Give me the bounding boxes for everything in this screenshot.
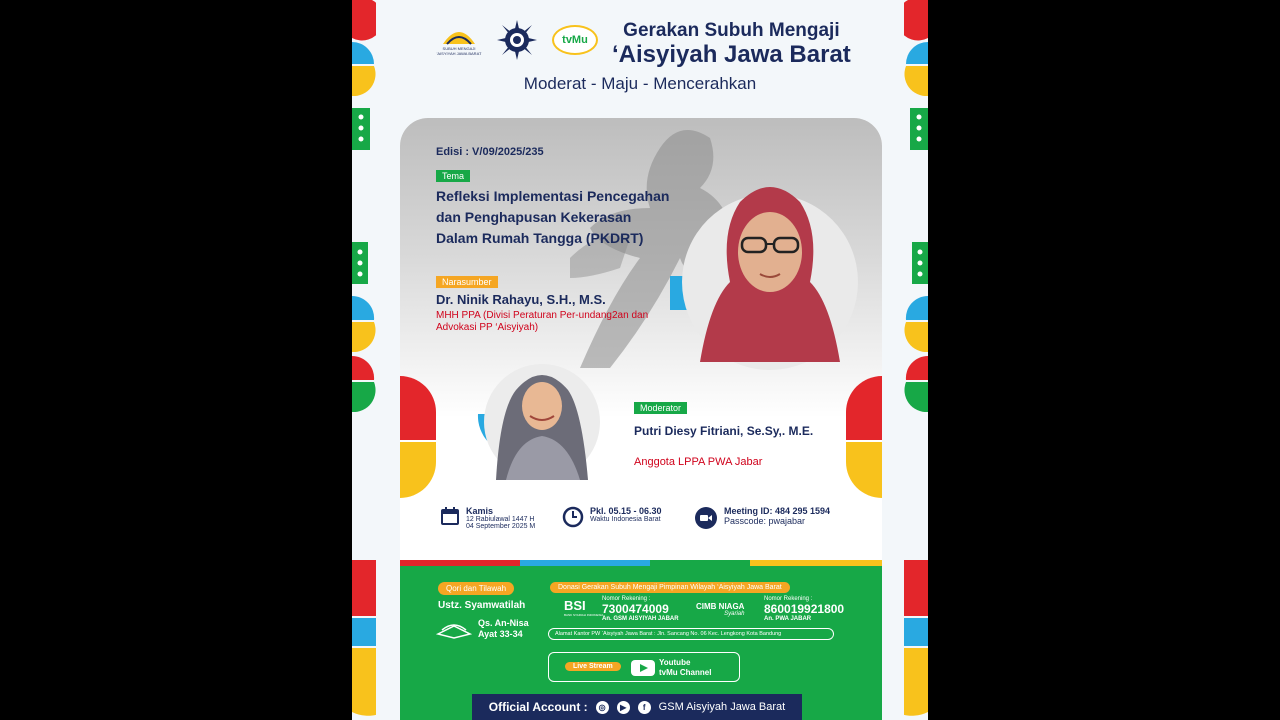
header-logos — [436, 18, 598, 62]
instagram-icon[interactable]: ◎ — [596, 701, 609, 714]
speaker-photo — [670, 162, 860, 372]
qori-name: Ustz. Syamwatilah — [438, 600, 526, 611]
meeting-id: Meeting ID: 484 295 1594 — [724, 506, 831, 516]
calendar-icon — [440, 506, 460, 526]
right-decoration — [904, 0, 928, 720]
quran-icon — [436, 620, 472, 640]
card-left-decoration — [400, 376, 436, 498]
youtube-channel: Youtube tvMu Channel — [659, 658, 712, 677]
bank1-account: Nomor Rekening : 7300474009 An. GSM AISYIYAH JABAR — [602, 596, 679, 622]
official-account-bar — [472, 694, 802, 720]
clock-icon — [562, 506, 584, 528]
live-stream-pill: Live Stream — [565, 662, 621, 671]
narasumber-pill: Narasumber — [436, 276, 498, 288]
qori-pill: Qori dan Tilawah — [438, 582, 514, 595]
facebook-icon[interactable]: f — [638, 701, 651, 714]
youtube-small-icon[interactable]: ▶ — [617, 701, 630, 714]
bsi-logo: BSI BANK SYARIAH INDONESIA — [564, 598, 604, 617]
sunrise-icon — [439, 24, 479, 46]
topic-title: Refleksi Implementasi Pencegahan dan Penghapusan Kekerasan Dalam Rumah Tangga (PKDRT) — [436, 188, 670, 246]
edisi-label: Edisi : V/09/2025/235 — [436, 146, 544, 158]
title-line2: ‘Aisyiyah Jawa Barat — [612, 41, 851, 68]
official-account-name: GSM Aisyiyah Jawa Barat — [658, 701, 786, 713]
moderator-role: Anggota LPPA PWA Jabar — [634, 456, 763, 468]
youtube-icon — [631, 660, 655, 676]
tagline: Moderat - Maju - Mencerahkan — [523, 74, 757, 93]
official-label: Official Account : — [488, 700, 588, 714]
surah-text: Qs. An-Nisa Ayat 33-34 — [478, 618, 529, 639]
event-poster — [352, 0, 928, 720]
card-right-decoration — [846, 376, 882, 498]
tvmu-logo: tvMu — [552, 25, 598, 55]
cimb-logo: CIMB NIAGA Syariah — [696, 602, 745, 617]
day-text: Kamis — [466, 506, 494, 516]
schedule-bar — [400, 498, 882, 560]
timezone-text: Waktu Indonesia Barat — [590, 516, 661, 523]
bank2-account: Nomor Rekening : 860019921800 An. PWA JABAR — [764, 596, 845, 622]
left-decoration — [352, 0, 376, 720]
office-address: Alamat Kantor PW ‘Aisyiyah Jawa Barat : Jln. Sancang No. 06 Kec. Lengkong Kota Bandung — [548, 628, 834, 640]
title-line1: Gerakan Subuh Mengaji — [623, 20, 840, 41]
tema-pill: Tema — [436, 170, 470, 182]
moderator-name: Putri Diesy Fitriani, Se.Sy,. M.E. — [634, 424, 814, 438]
time-text: Pkl. 05.15 - 06.30 — [590, 506, 662, 516]
subuh-mengaji-logo: SUBUH MENGAJI 'AISYIYAH JAWA BARAT — [436, 18, 482, 62]
speaker-role: MHH PPA (Divisi Peraturan Per-undang2an dan Advokasi PP ‘Aisyiyah) — [436, 310, 649, 333]
time-info — [562, 506, 662, 528]
passcode: Passcode: pwajabar — [724, 516, 806, 526]
gregorian-date: 04 September 2025 M — [466, 523, 536, 530]
moderator-pill: Moderator — [634, 402, 687, 414]
muhammadiyah-logo — [496, 19, 538, 61]
donasi-pill: Donasi Gerakan Subuh Mengaji Pimpinan Wilayah ‘Aisyiyah Jawa Barat — [550, 582, 790, 593]
live-stream-box[interactable] — [548, 652, 740, 682]
date-info — [440, 506, 535, 530]
header-title — [612, 20, 851, 68]
moderator-photo — [476, 350, 606, 490]
speaker-name: Dr. Ninik Rahayu, S.H., M.S. — [436, 292, 606, 307]
meeting-info — [694, 506, 830, 530]
video-call-icon — [694, 506, 718, 530]
event-card — [400, 118, 882, 498]
hijri-date: 12 Rabiulawal 1447 H — [466, 516, 535, 523]
